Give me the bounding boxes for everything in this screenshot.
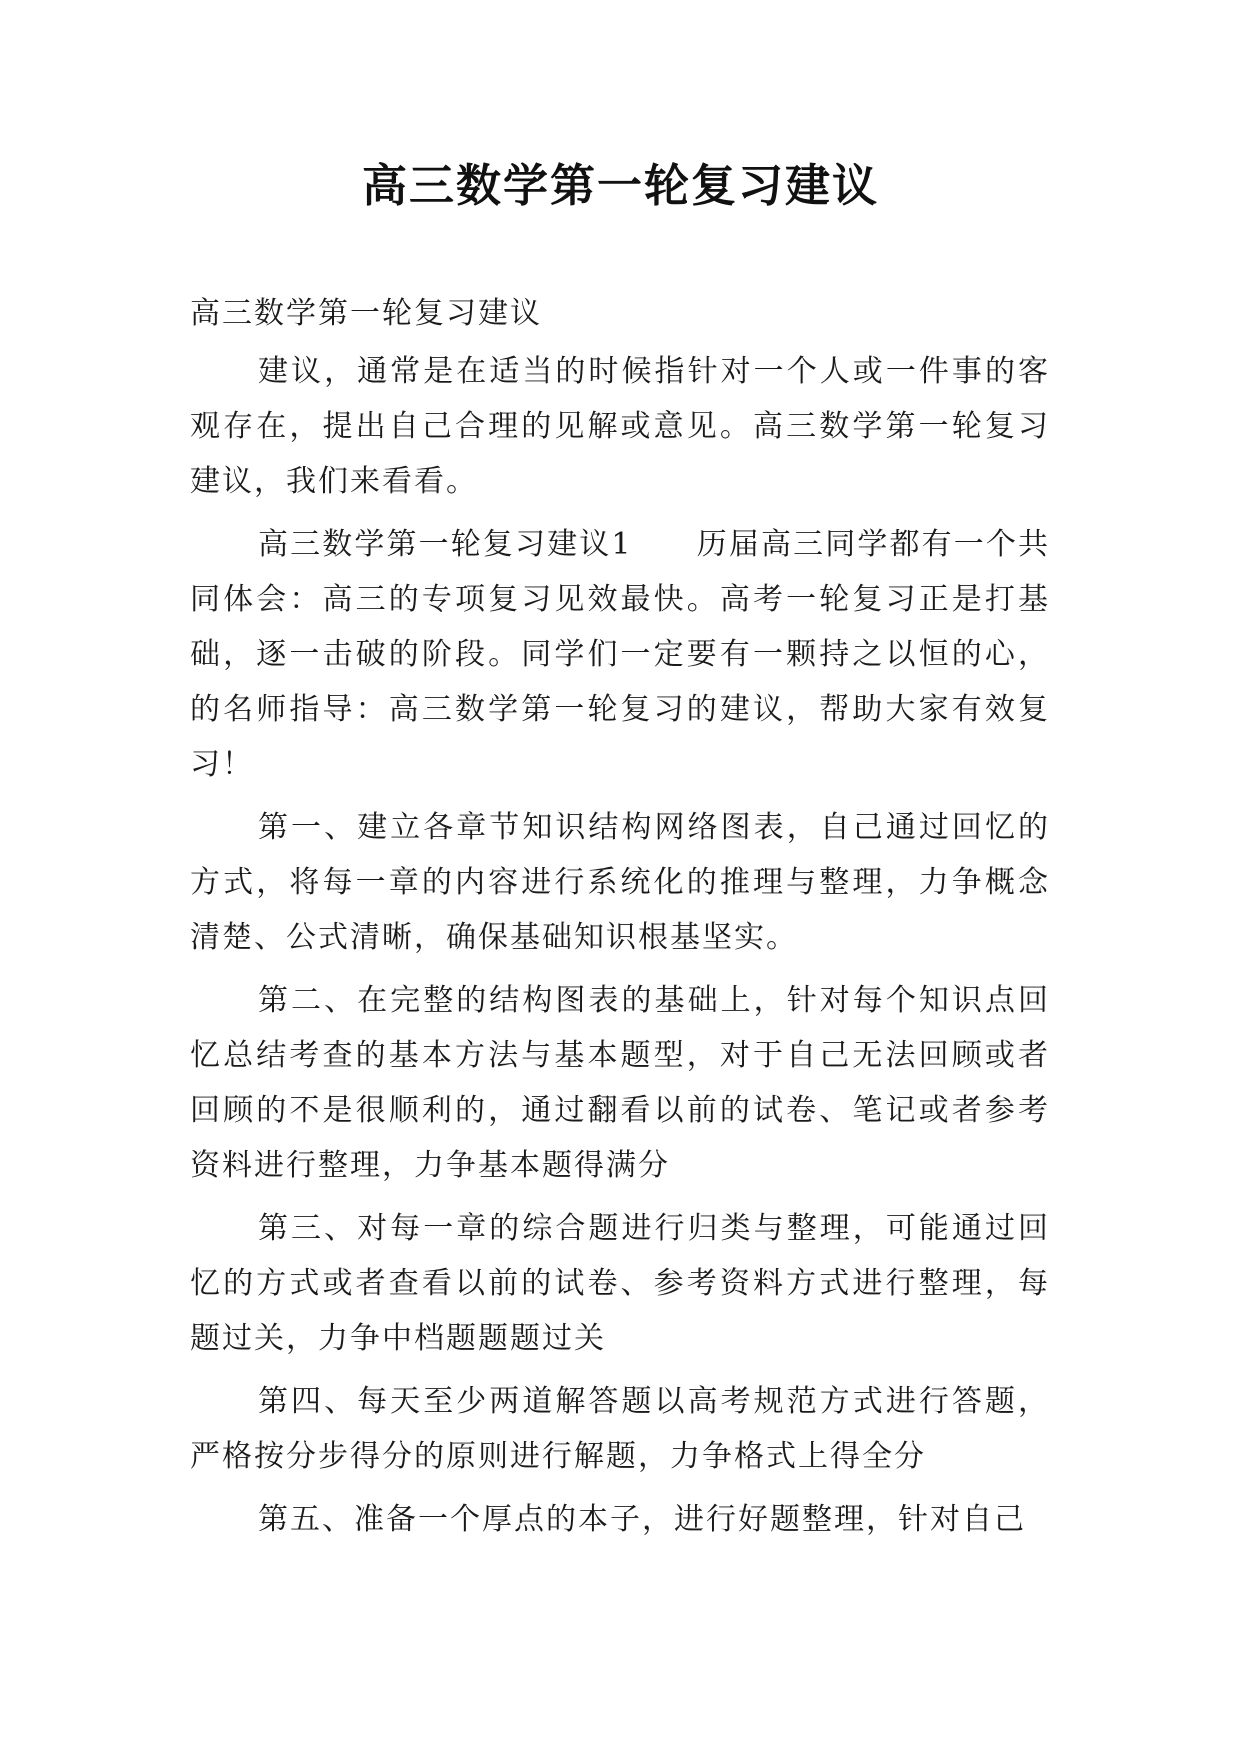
paragraph-intro: 建议，通常是在适当的时候指针对一个人或一件事的客观存在，提出自己合理的见解或意见。高三数学第一轮复习建议，我们来看看。 xyxy=(190,354,1050,499)
paragraph-point-2: 第二、在完整的结构图表的基础上，针对每个知识点回忆总结考查的基本方法与基本题型，对于自己无法回顾或者回顾的不是很顺利的，通过翻看以前的试卷、笔记或者参考资料进行整理，力争基本题得满分 xyxy=(190,983,1050,1183)
paragraph-point-4: 第四、每天至少两道解答题以高考规范方式进行答题，严格按分步得分的原则进行解题，力争格式上得全分 xyxy=(190,1384,1050,1474)
document-title: 高三数学第一轮复习建议 xyxy=(361,159,879,212)
paragraph-point-5: 第五、准备一个厚点的本子，进行好题整理，针对自己 xyxy=(258,1502,1026,1537)
paragraph-suggestion-1: 高三数学第一轮复习建议1 历届高三同学都有一个共同体会：高三的专项复习见效最快。高考一轮复习正是打基础，逐一击破的阶段。同学们一定要有一颗持之以恒的心，的名师指导：高三数学第一轮复习的建议，帮助大家有效复习！ xyxy=(190,527,1050,782)
paragraph-point-3: 第三、对每一章的综合题进行归类与整理，可能通过回忆的方式或者查看以前的试卷、参考资料方式进行整理，每题过关，力争中档题题题过关 xyxy=(190,1211,1050,1356)
paragraph-point-1: 第一、建立各章节知识结构网络图表，自己通过回忆的方式，将每一章的内容进行系统化的推理与整理，力争概念清楚、公式清晰，确保基础知识根基坚实。 xyxy=(190,810,1050,955)
body-subtitle: 高三数学第一轮复习建议 xyxy=(190,296,542,331)
document-body xyxy=(190,286,1050,1555)
